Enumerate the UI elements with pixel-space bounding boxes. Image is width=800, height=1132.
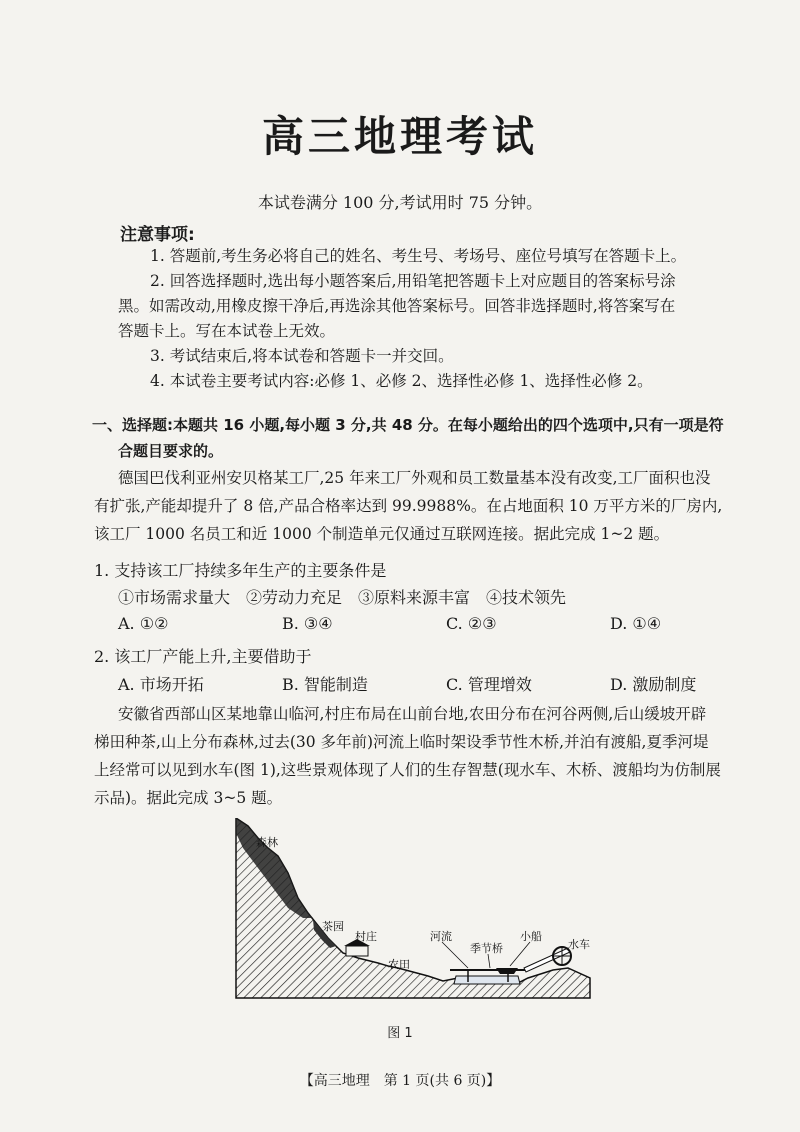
landscape-cross-section-figure bbox=[228, 818, 598, 1008]
passage-line: 德国巴伐利亚州安贝格某工厂,25 年来工厂外观和员工数量基本没有改变,工厂面积也没 bbox=[118, 469, 711, 487]
notice-item: 答题卡上。写在本试卷上无效。 bbox=[118, 322, 336, 340]
option-c: C. 管理增效 bbox=[446, 675, 532, 694]
notice-item: 黑。如需改动,用橡皮擦干净后,再选涂其他答案标号。回答非选择题时,将答案写在 bbox=[118, 297, 676, 315]
option-c: C. ②③ bbox=[446, 614, 497, 633]
label-waterwheel: 水车 bbox=[568, 938, 590, 951]
option-b: B. ③④ bbox=[282, 614, 333, 633]
option-a: A. ①② bbox=[118, 614, 169, 633]
option-b: B. 智能制造 bbox=[282, 675, 368, 694]
label-forest: 森林 bbox=[256, 836, 278, 849]
question-1-options bbox=[0, 614, 800, 636]
notice-item: 3. 考试结束后,将本试卷和答题卡一并交回。 bbox=[150, 347, 454, 365]
option-a: A. 市场开拓 bbox=[118, 675, 204, 694]
section-heading: 一、选择题:本题共 16 小题,每小题 3 分,共 48 分。在每小题给出的四个选项中,只有一项是符 bbox=[92, 416, 724, 434]
label-river: 河流 bbox=[430, 930, 452, 943]
notice-item: 1. 答题前,考生务必将自己的姓名、考生号、考场号、座位号填写在答题卡上。 bbox=[150, 247, 687, 265]
passage-line: 安徽省西部山区某地靠山临河,村庄布局在山前台地,农田分布在河谷两侧,后山缓坡开辟 bbox=[118, 705, 707, 723]
village-house bbox=[346, 946, 368, 956]
label-farmland: 农田 bbox=[388, 958, 410, 971]
river-water bbox=[454, 976, 520, 984]
question-2-stem: 2. 该工厂产能上升,主要借助于 bbox=[94, 647, 312, 666]
passage-line: 该工厂 1000 名员工和近 1000 个制造单元仅通过互联网连接。据此完成 1~2 题。 bbox=[94, 525, 670, 543]
question-1-choices: ①市场需求量大 ②劳动力充足 ③原料来源丰富 ④技术领先 bbox=[118, 588, 567, 607]
passage-line: 示品)。据此完成 3~5 题。 bbox=[94, 789, 283, 807]
section-heading-cont: 合题目要求的。 bbox=[118, 442, 224, 460]
label-tea: 茶园 bbox=[322, 920, 344, 933]
label-village: 村庄 bbox=[355, 930, 377, 943]
small-boat bbox=[496, 968, 518, 974]
label-boat: 小船 bbox=[520, 930, 542, 943]
passage-line: 有扩张,产能却提升了 8 倍,产品合格率达到 99.9988%。在占地面积 10 万平方米的厂房内, bbox=[94, 497, 723, 515]
exam-subtitle: 本试卷满分 100 分,考试用时 75 分钟。 bbox=[257, 193, 543, 212]
option-d: D. ①④ bbox=[610, 614, 662, 633]
option-d: D. 激励制度 bbox=[610, 675, 697, 694]
question-1-stem: 1. 支持该工厂持续多年生产的主要条件是 bbox=[94, 561, 387, 580]
notice-item: 4. 本试卷主要考试内容:必修 1、必修 2、选择性必修 1、选择性必修 2。 bbox=[150, 372, 653, 390]
label-bridge: 季节桥 bbox=[470, 942, 503, 955]
question-2-options bbox=[0, 672, 800, 694]
page-title: 高三地理考试 bbox=[261, 112, 538, 161]
notice-item: 2. 回答选择题时,选出每小题答案后,用铅笔把答题卡上对应题目的答案标号涂 bbox=[150, 272, 676, 290]
figure-caption: 图 1 bbox=[387, 1026, 413, 1041]
page-footer: 【高三地理 第 1 页(共 6 页)】 bbox=[299, 1073, 501, 1089]
passage-line: 上经常可以见到水车(图 1),这些景观体现了人们的生存智慧(现水车、木桥、渡船均为仿制展 bbox=[94, 761, 721, 779]
notice-heading: 注意事项: bbox=[120, 225, 195, 245]
passage-line: 梯田种茶,山上分布森林,过去(30 多年前)河流上临时架设季节性木桥,并泊有渡船,夏季河堤 bbox=[94, 733, 709, 751]
